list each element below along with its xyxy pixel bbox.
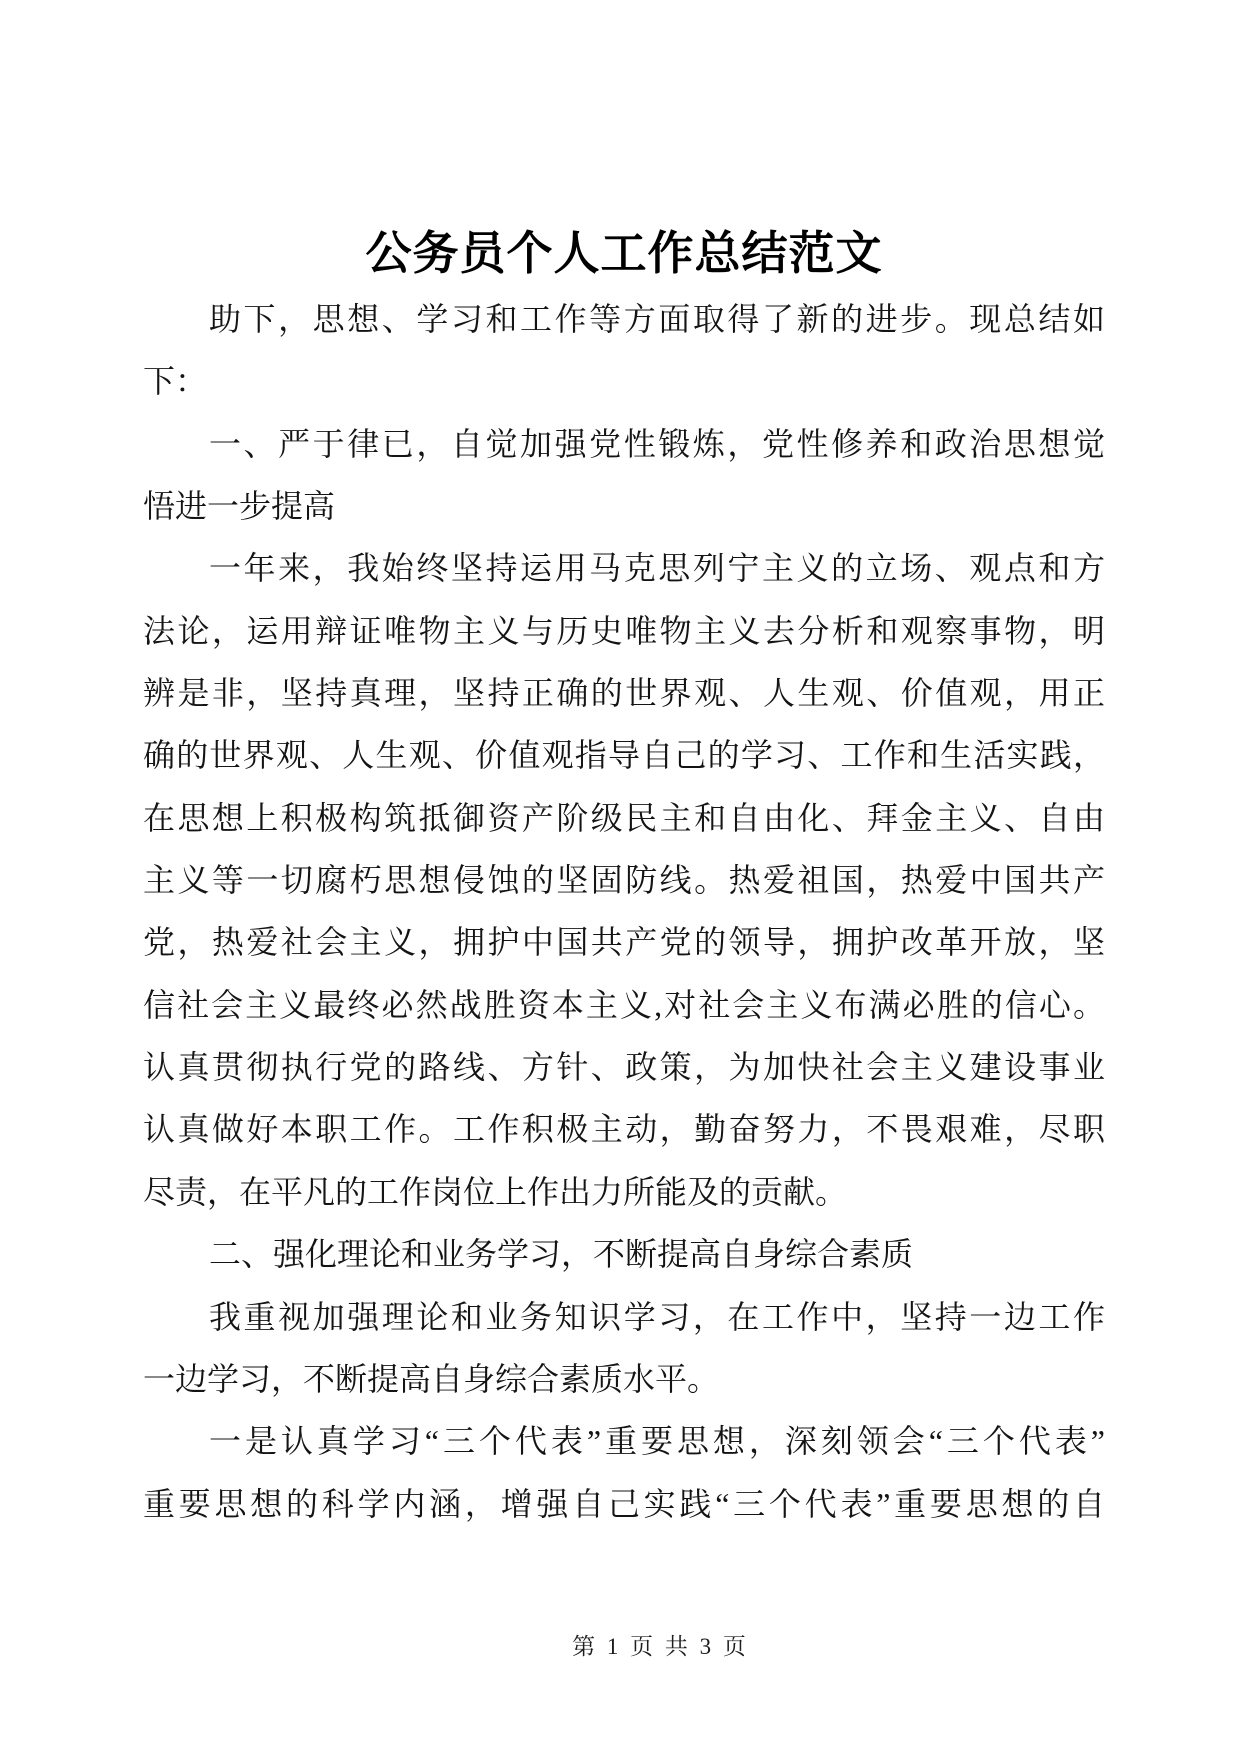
text-line: 下：	[143, 363, 208, 400]
text-line: 在思想上积极构筑抵御资产阶级民主和自由化、拜金主义、自由	[143, 799, 1105, 836]
text-line: 重要思想的科学内涵，增强自己实践“三个代表”重要思想的自	[143, 1485, 1105, 1522]
text-line: 助下，思想、学习和工作等方面取得了新的进步。现总结如	[209, 301, 1105, 337]
text-line: 认真贯彻执行党的路线、方针、政策，为加快社会主义建设事业	[143, 1049, 1105, 1086]
text-line: 悟进一步提高	[143, 488, 336, 525]
page-number-indicator: 第 1 页 共 3 页	[572, 1634, 749, 1659]
text-line: 确的世界观、人生观、价值观指导自己的学习、工作和生活实践，	[143, 737, 1105, 774]
text-line: 一是认真学习“三个代表”重要思想，深刻领会“三个代表”	[209, 1423, 1105, 1460]
text-line: 一边学习，不断提高自身综合素质水平。	[143, 1360, 720, 1397]
text-line: 我重视加强理论和业务知识学习，在工作中，坚持一边工作	[209, 1298, 1105, 1335]
text-line: 辨是非，坚持真理，坚持正确的世界观、人生观、价值观，用正	[143, 675, 1105, 712]
document-body	[143, 288, 1105, 1535]
document-title: 公务员个人工作总结范文	[365, 226, 883, 280]
text-line: 一年来，我始终坚持运用马克思列宁主义的立场、观点和方	[209, 550, 1105, 587]
page-footer	[0, 1630, 1241, 1664]
text-line: 主义等一切腐朽思想侵蚀的坚固防线。热爱祖国，热爱中国共产	[143, 862, 1105, 899]
text-line: 认真做好本职工作。工作积极主动，勤奋努力，不畏艰难，尽职	[143, 1111, 1105, 1148]
text-line: 一、严于律已，自觉加强党性锻炼，党性修养和政治思想觉	[209, 425, 1105, 462]
text-line: 党，热爱社会主义，拥护中国共产党的领导，拥护改革开放，坚	[143, 924, 1105, 961]
text-line: 尽责，在平凡的工作岗位上作出力所能及的贡献。	[143, 1173, 848, 1210]
text-line: 法论，运用辩证唯物主义与历史唯物主义去分析和观察事物，明	[143, 612, 1105, 649]
text-line: 信社会主义最终必然战胜资本主义,对社会主义布满必胜的信心。	[143, 986, 1105, 1023]
text-line: 二、强化理论和业务学习，不断提高自身综合素质	[209, 1236, 914, 1273]
